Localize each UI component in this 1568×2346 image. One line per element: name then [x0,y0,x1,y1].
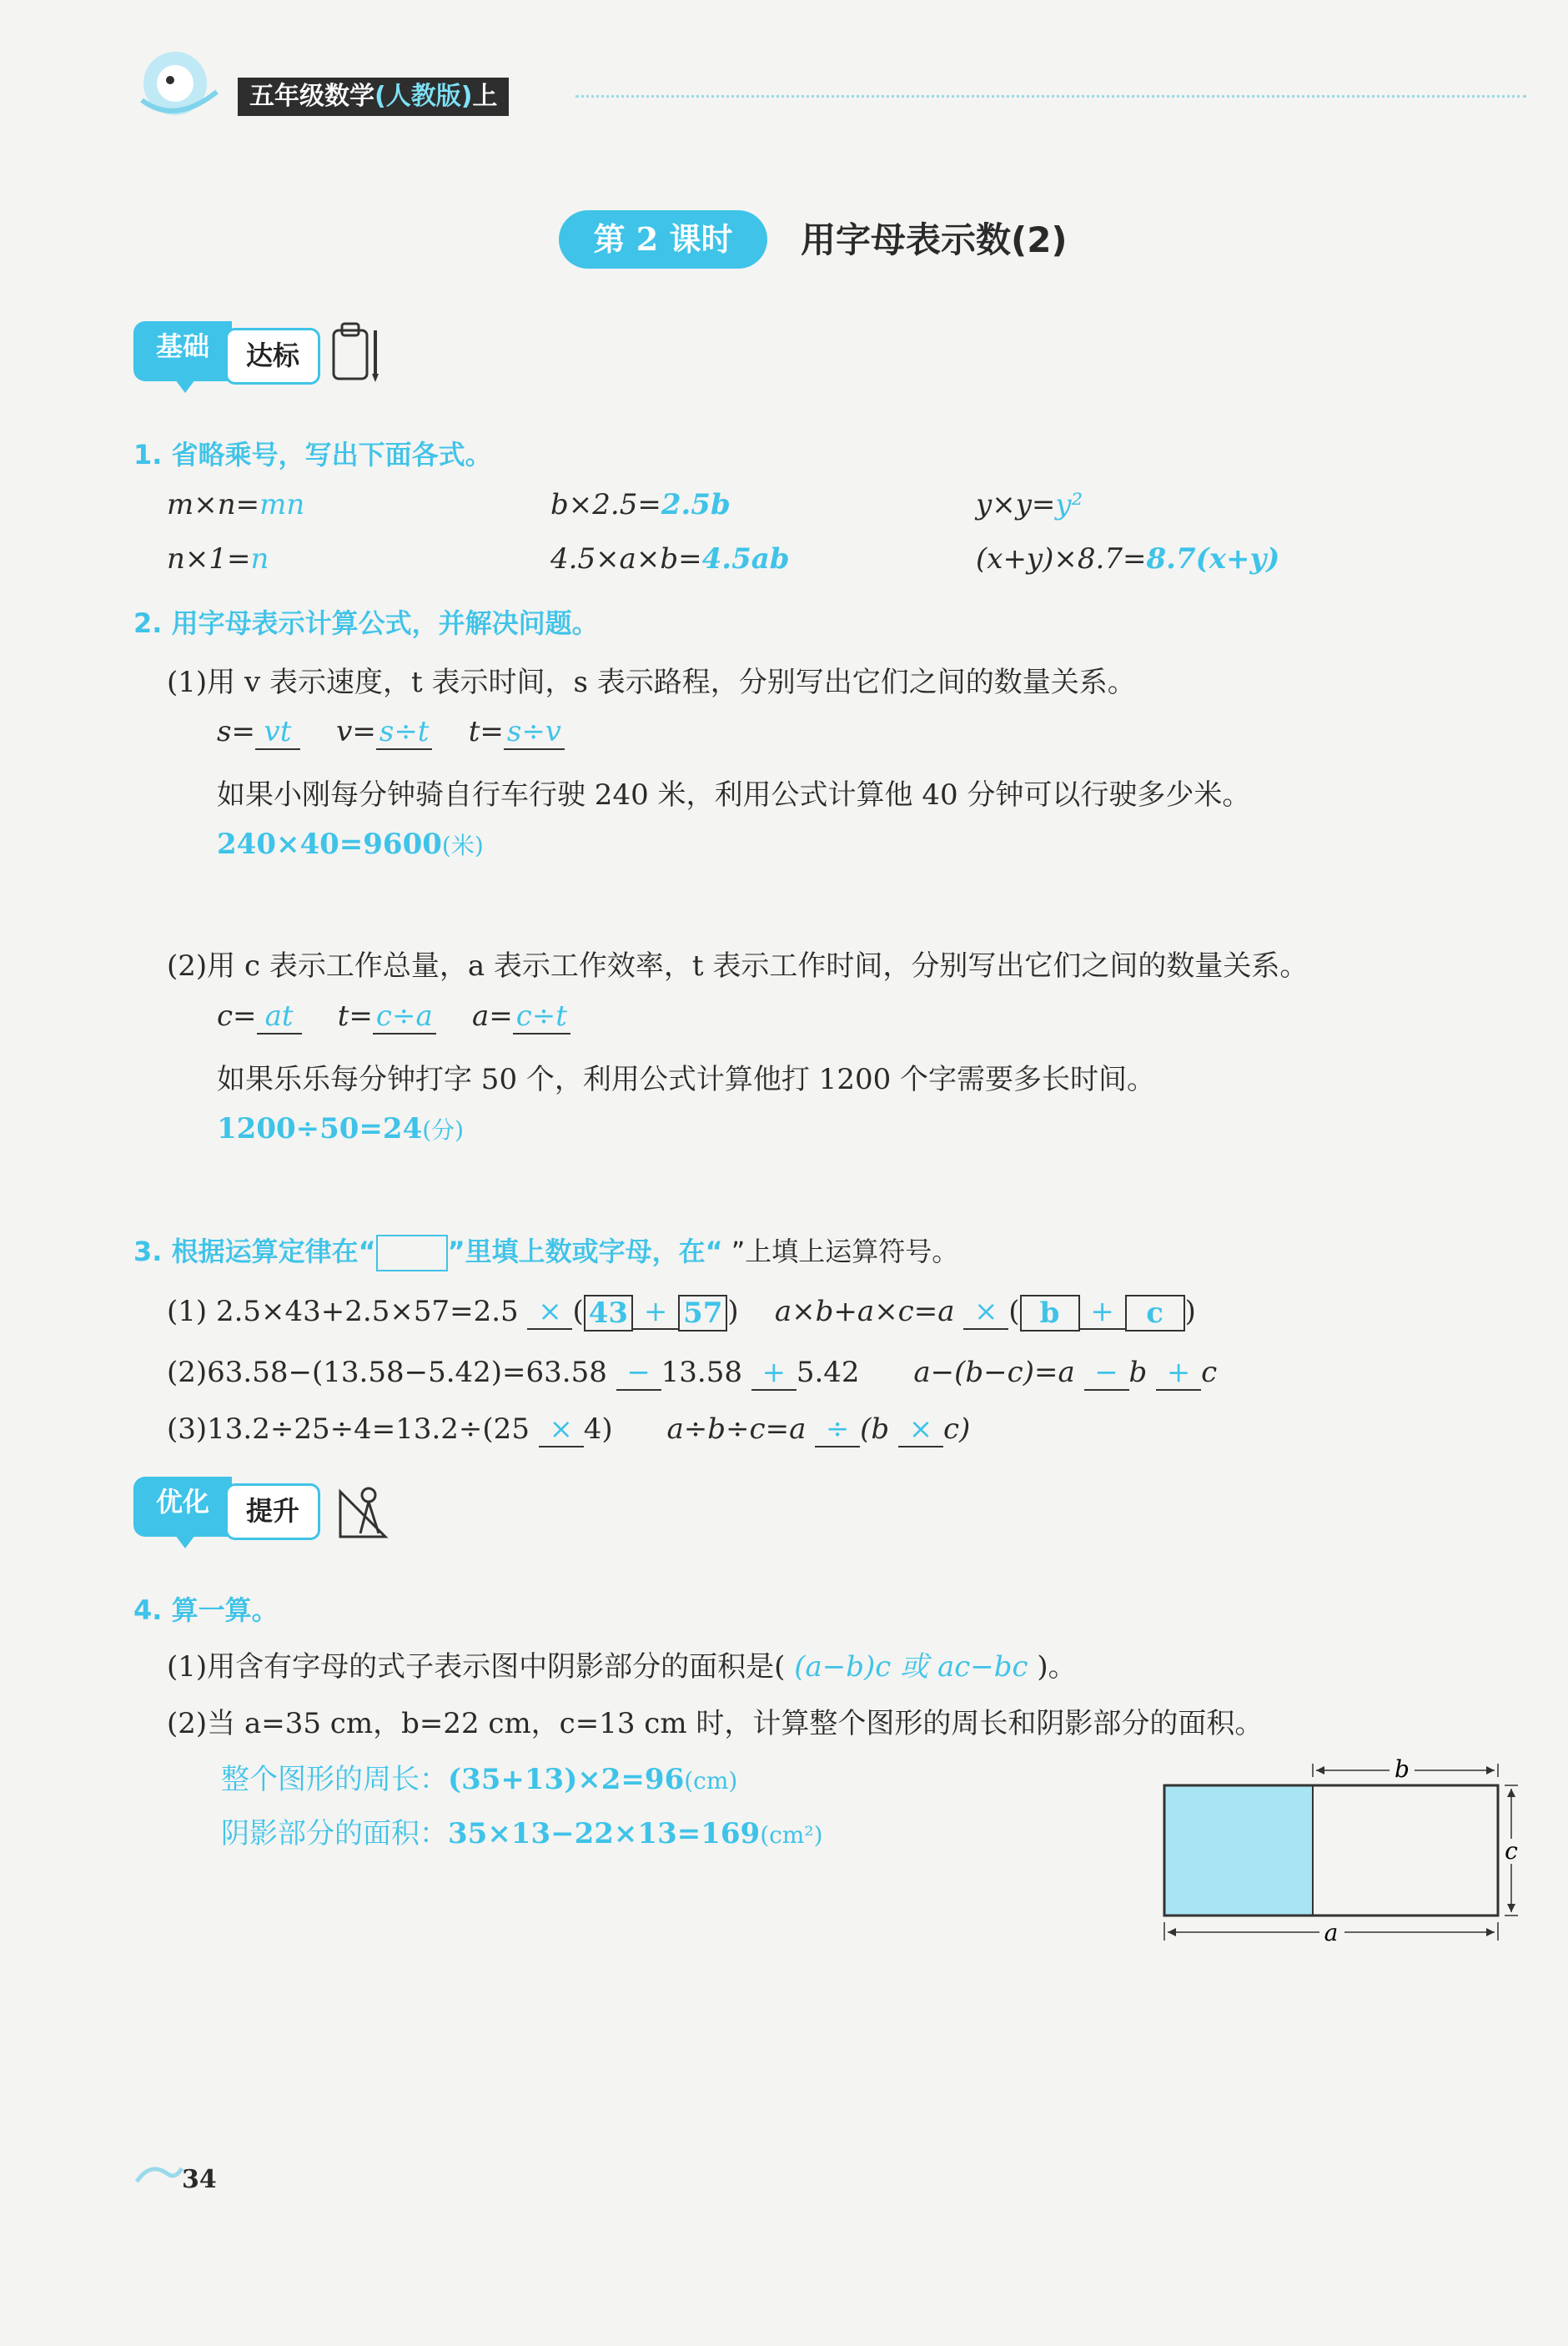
clipboard-icon [327,319,385,389]
mascot-logo-icon [125,33,234,125]
q1-title: 1. 省略乘号，写出下面各式。 [133,439,492,471]
q2-p1-solution: 240×40=9600(米) [217,828,484,861]
label-b: b [1395,1755,1410,1783]
header-divider [575,95,1526,98]
label-c: c [1505,1837,1518,1865]
q4-p1: (1)用含有字母的式子表示图中阴影部分的面积是( (a−b)c 或 ac−bc )。 [167,1650,1077,1684]
q3-row3: (3)13.2÷25÷4=13.2÷(25 × 4) a÷b÷c=a ÷ (b × c) [167,1412,971,1446]
label-a: a [1324,1919,1339,1946]
shaded-region [1164,1785,1313,1916]
book-title: 五年级数学(人教版)上 [238,78,509,116]
q2-p1-prompt: (1)用 v 表示速度，t 表示时间，s 表示路程，分别写出它们之间的数量关系。 [167,666,1136,699]
q3-title: 3. 根据运算定律在“ ”里填上数或字母，在“ ”上填上运算符号。 [133,1231,958,1271]
q2-p2-problem: 如果乐乐每分钟打字 50 个，利用公式计算他打 1200 个字需要多长时间。 [217,1063,1156,1096]
q3-row2: (2)63.58−(13.58−5.42)=63.58 − 13.58 + 5.42 a−(b−c)=a − b + c [167,1356,1218,1389]
q3-row1: (1) 2.5×43+2.5×57=2.5 × ( 43 + 57 ) a×b+a×c=a × ( b + c ) [167,1295,1196,1330]
q4-title: 4. 算一算。 [133,1594,279,1626]
q2-p2-prompt: (2)用 c 表示工作总量，a 表示工作效率，t 表示工作时间，分别写出它们之间的数量关系。 [167,949,1309,983]
q1-item: y×y=y² [976,488,1083,521]
q1-item: 4.5×a×b=4.5ab [550,542,790,576]
page-number: 34 [182,2165,217,2194]
q2-p1-problem: 如果小刚每分钟骑自行车行驶 240 米，利用公式计算他 40 分钟可以行驶多少米。 [217,778,1251,812]
q4-solution-perimeter: 整个图形的周长：(35+13)×2=96(cm) [221,1763,738,1796]
q1-item: (x+y)×8.7=8.7(x+y) [976,542,1280,576]
q4-solution-area: 阴影部分的面积：35×13−22×13=169(cm²) [221,1817,823,1850]
lesson-title: 用字母表示数(2) [801,219,1068,260]
q2-p1-formulas: s= vt v= s÷t t= s÷v [217,715,565,750]
q1-item: m×n=mn [167,488,305,521]
header-logo [125,33,234,125]
q1-item: b×2.5=2.5b [550,488,731,521]
drafting-tools-icon [335,1483,394,1545]
q2-p2-solution: 1200÷50=24(分) [217,1112,465,1145]
q4-p2: (2)当 a=35 cm，b=22 cm，c=13 cm 时，计算整个图形的周长和阴影部分的面积。 [167,1707,1264,1740]
section-tag-advanced: 优化 提升 [133,1477,325,1537]
q2-p2-formulas: c= at t= c÷a a= c÷t [217,999,570,1035]
page-number-decoration-icon [133,2157,183,2193]
q1-item: n×1=n [167,542,269,576]
q2-title: 2. 用字母表示计算公式，并解决问题。 [133,607,599,639]
lesson-tag: 第 2 课时 [559,210,767,269]
rectangle-figure [1151,1752,1518,1961]
section-tag-basic: 基础 达标 [133,321,325,381]
